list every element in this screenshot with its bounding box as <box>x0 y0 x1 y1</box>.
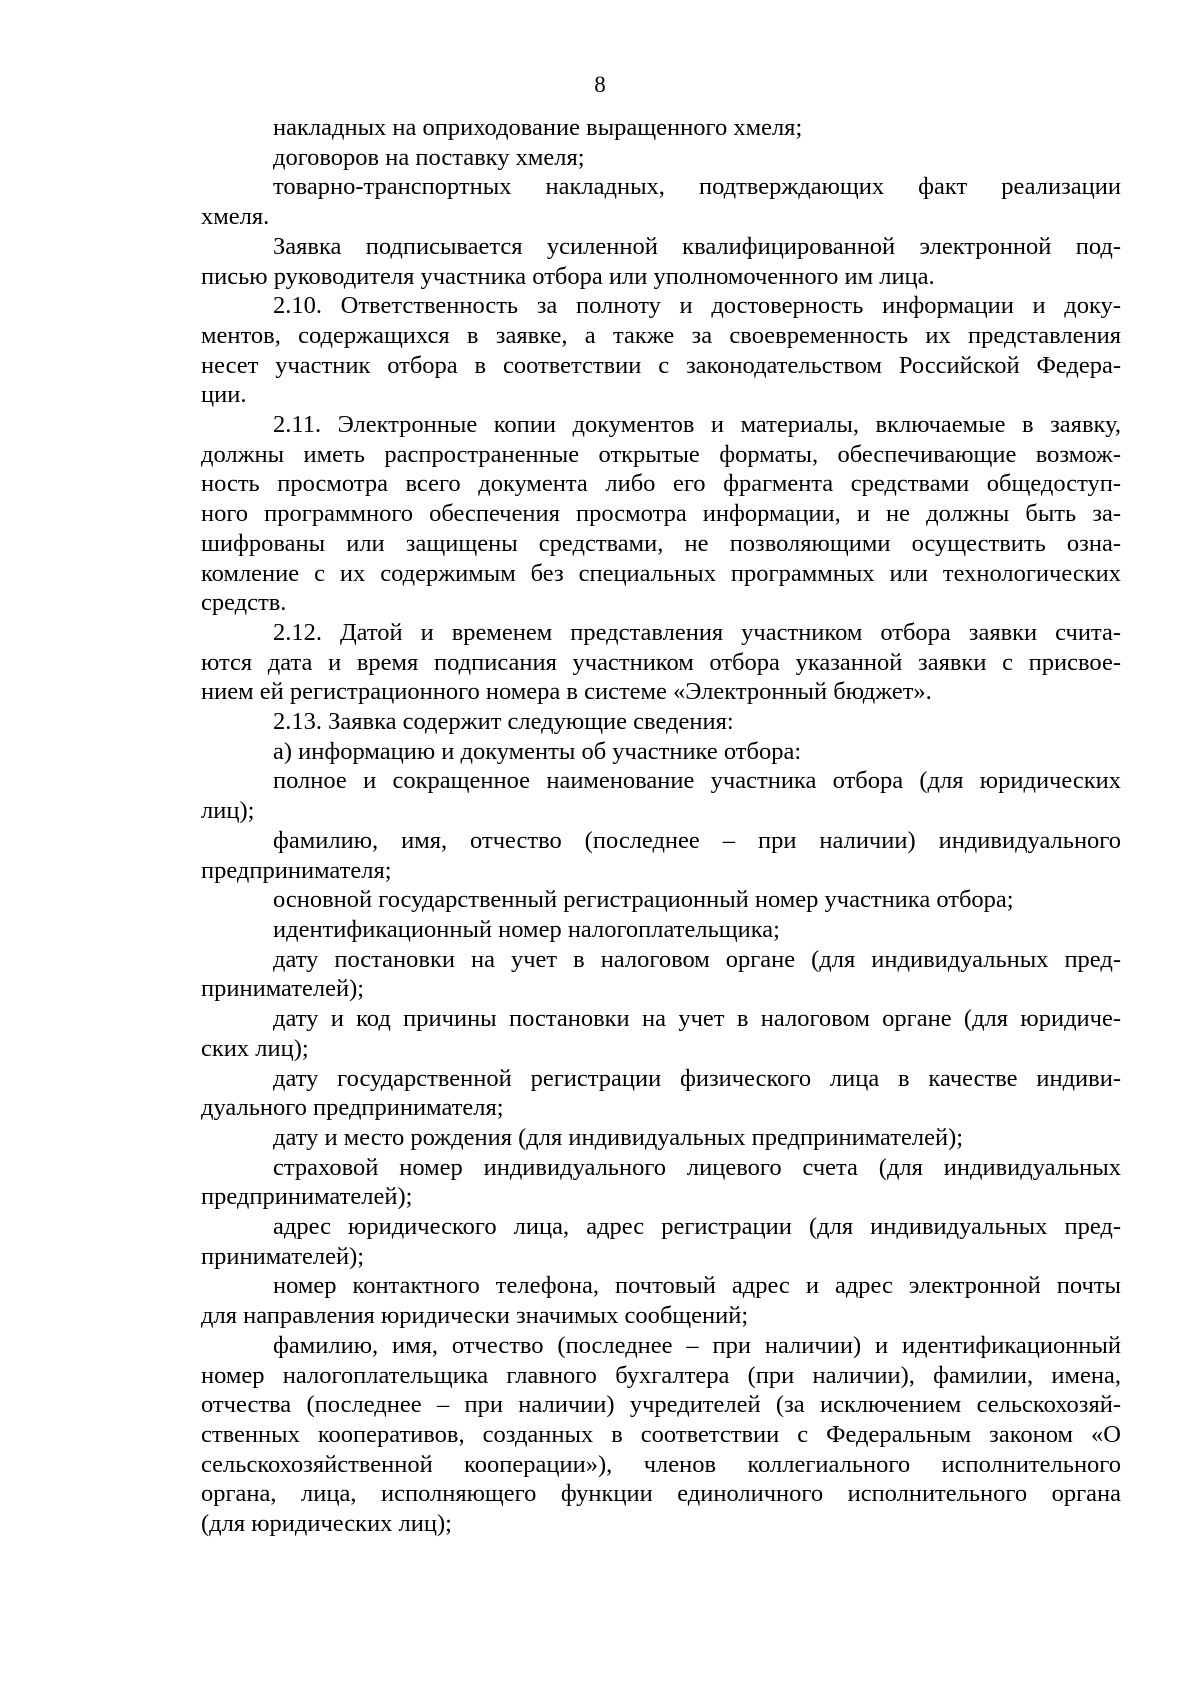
paragraph-line: ственных кооперативов, созданных в соответствии с Федеральным законом «О <box>201 1420 1121 1448</box>
paragraph-line: хмеля. <box>201 203 270 231</box>
paragraph <box>201 1153 1121 1212</box>
paragraph-line: ного программного обеспечения просмотра информации, и не должны быть за- <box>201 500 1121 528</box>
paragraph-line: ность просмотра всего документа либо его фрагмента средствами общедоступ- <box>201 470 1121 498</box>
paragraph <box>201 1123 1121 1153</box>
paragraph-line: сельскохозяйственной кооперации»), членов коллегиального исполнительного <box>201 1450 1121 1478</box>
paragraph-line: предпринимателей); <box>201 1183 413 1211</box>
paragraph-line: должны иметь распространенные открытые форматы, обеспечивающие возмож- <box>201 440 1121 468</box>
paragraph-line: несет участник отбора в соответствии с законодательством Российской Федера- <box>201 351 1121 379</box>
paragraph-line: 2.10. Ответственность за полноту и достоверность информации и доку- <box>273 292 1121 320</box>
paragraph-line: (для юридических лиц); <box>201 1510 452 1538</box>
paragraph-line: номер налогоплательщика главного бухгалтера (при наличии), фамилии, имена, <box>201 1361 1121 1389</box>
paragraph <box>201 915 1121 945</box>
paragraph-line: а) информацию и документы об участнике отбора: <box>273 737 802 765</box>
paragraph-line: средств. <box>201 589 287 617</box>
paragraph-line: для направления юридически значимых сообщений; <box>201 1302 749 1330</box>
paragraph-line: дуального предпринимателя; <box>201 1094 504 1122</box>
paragraph <box>201 143 1121 173</box>
paragraph-line: ментов, содержащихся в заявке, а также за своевременность их представления <box>201 321 1121 349</box>
paragraph-line: 2.12. Датой и временем представления участником отбора заявки счита- <box>273 618 1121 646</box>
paragraph <box>201 1064 1121 1123</box>
paragraph <box>201 1004 1121 1063</box>
paragraph-line: Заявка подписывается усиленной квалифицированной электронной под- <box>273 232 1121 260</box>
paragraph <box>201 113 1121 143</box>
paragraph-line: писью руководителя участника отбора или уполномоченного им лица. <box>201 262 935 290</box>
paragraph <box>201 291 1121 410</box>
paragraph <box>201 410 1121 618</box>
paragraph-line: номер контактного телефона, почтовый адрес и адрес электронной почты <box>273 1272 1121 1300</box>
paragraph-line: нием ей регистрационного номера в системе «Электронный бюджет». <box>201 678 932 706</box>
document-body <box>201 113 1121 1539</box>
page-number: 8 <box>594 72 606 97</box>
paragraph <box>201 826 1121 885</box>
paragraph-line: 2.13. Заявка содержит следующие сведения: <box>273 708 734 736</box>
paragraph-line: ции. <box>201 381 247 409</box>
paragraph-line: накладных на оприходование выращенного хмеля; <box>273 114 803 141</box>
paragraph-line: страховой номер индивидуального лицевого счета (для индивидуальных <box>273 1153 1121 1181</box>
paragraph-line: принимателей); <box>201 1242 365 1270</box>
paragraph <box>201 1331 1121 1539</box>
paragraph-line: шифрованы или защищены средствами, не позволяющими осуществить озна- <box>201 529 1121 557</box>
paragraph <box>201 885 1121 915</box>
paragraph-line: дату и код причины постановки на учет в налоговом органе (для юридиче- <box>273 1005 1121 1033</box>
paragraph <box>201 172 1121 231</box>
paragraph-line: лиц); <box>201 797 255 825</box>
paragraph-line: основной государственный регистрационный номер участника отбора; <box>273 886 1014 914</box>
paragraph-line: предпринимателя; <box>201 856 392 884</box>
paragraph <box>201 737 1121 767</box>
paragraph-line: фамилию, имя, отчество (последнее – при наличии) индивидуального <box>273 826 1121 854</box>
paragraph <box>201 618 1121 707</box>
paragraph-line: фамилию, имя, отчество (последнее – при наличии) и идентификационный <box>273 1331 1121 1359</box>
paragraph-line: адрес юридического лица, адрес регистрации (для индивидуальных пред- <box>273 1213 1121 1241</box>
paragraph-line: комление с их содержимым без специальных программных или технологических <box>201 559 1121 587</box>
paragraph-line: товарно-транспортных накладных, подтверждающих факт реализации <box>273 173 1121 201</box>
paragraph-line: полное и сокращенное наименование участника отбора (для юридических <box>273 767 1121 795</box>
paragraph <box>201 1271 1121 1330</box>
paragraph-line: ются дата и время подписания участником отбора указанной заявки с присвое- <box>201 648 1121 676</box>
paragraph-line: идентификационный номер налогоплательщика; <box>273 915 780 943</box>
paragraph <box>201 945 1121 1004</box>
paragraph <box>201 707 1121 737</box>
paragraph <box>201 232 1121 291</box>
paragraph-line: органа, лица, исполняющего функции единоличного исполнительного органа <box>201 1480 1121 1508</box>
paragraph-line: договоров на поставку хмеля; <box>273 143 585 171</box>
paragraph <box>201 766 1121 825</box>
paragraph-line: дату государственной регистрации физического лица в качестве индиви- <box>273 1064 1121 1092</box>
paragraph <box>201 1212 1121 1271</box>
paragraph-line: принимателей); <box>201 975 365 1003</box>
paragraph-line: отчества (последнее – при наличии) учредителей (за исключением сельскохозяй- <box>201 1391 1121 1419</box>
paragraph-line: дату постановки на учет в налоговом органе (для индивидуальных пред- <box>273 945 1121 973</box>
paragraph-line: 2.11. Электронные копии документов и материалы, включаемые в заявку, <box>273 411 1121 439</box>
paragraph-line: ских лиц); <box>201 1034 309 1062</box>
paragraph-line: дату и место рождения (для индивидуальных предпринимателей); <box>273 1123 964 1151</box>
